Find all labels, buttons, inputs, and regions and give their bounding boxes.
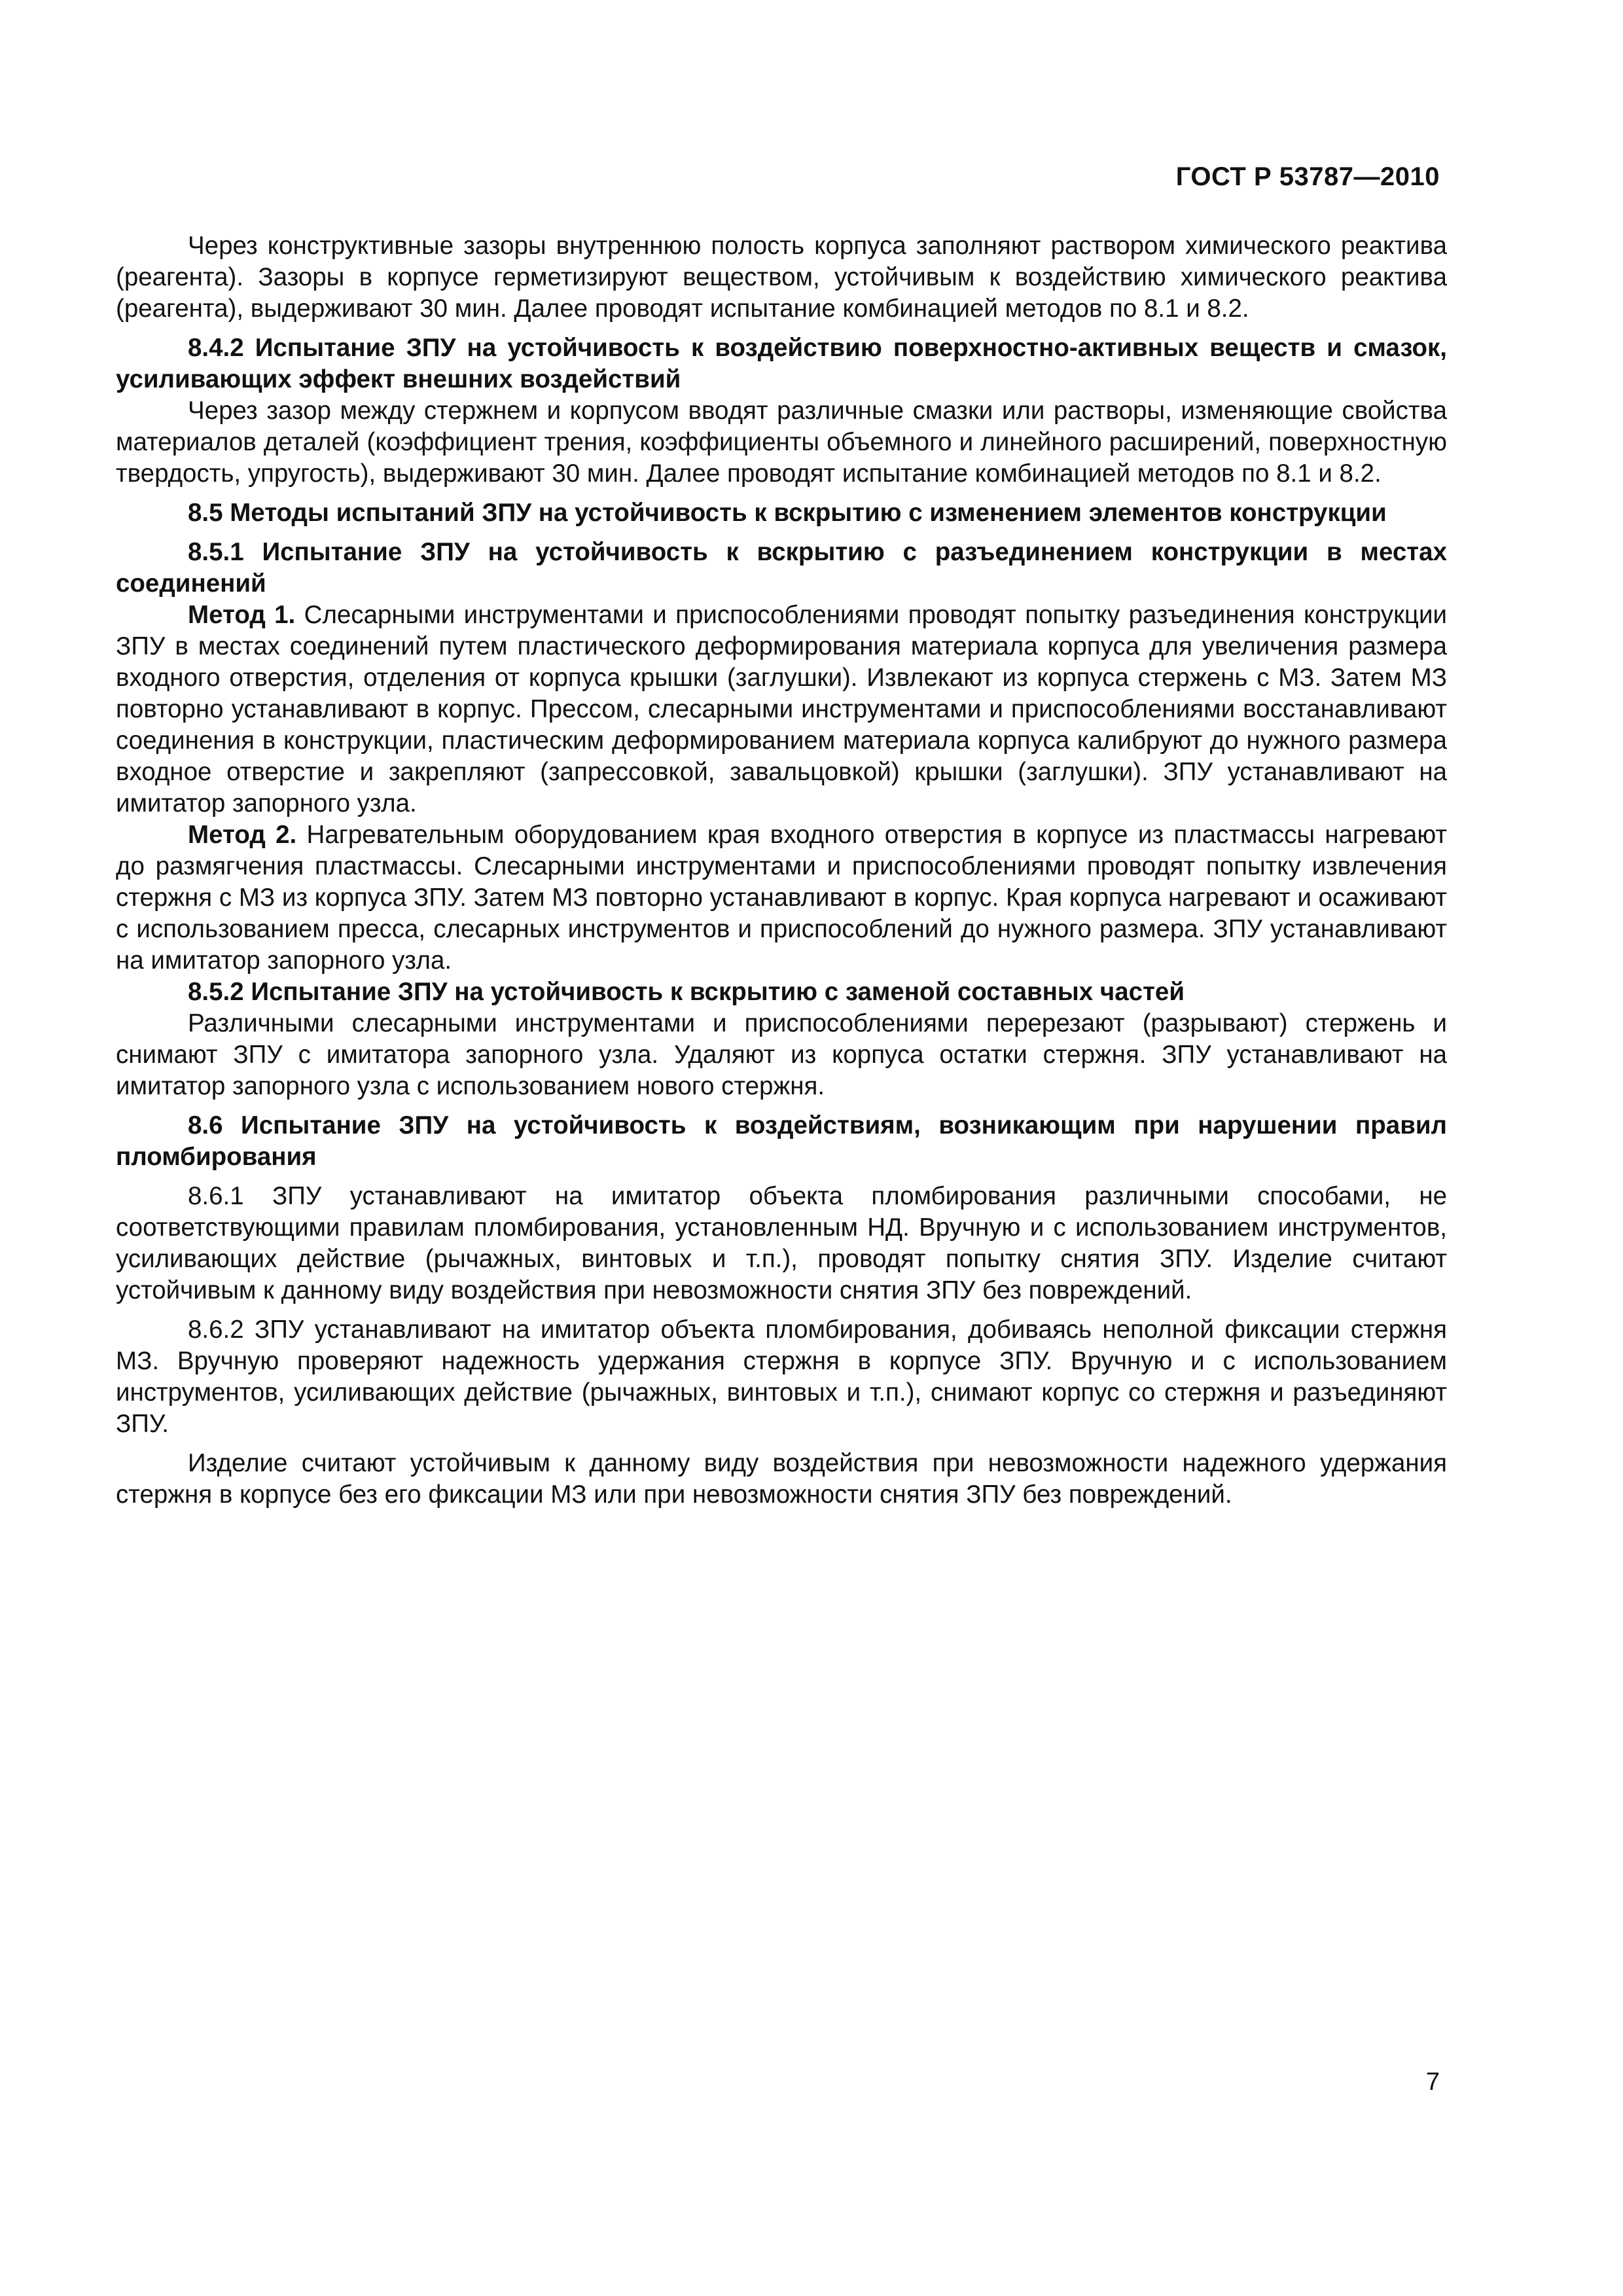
heading-8-5: 8.5 Методы испытаний ЗПУ на устойчивость к вскрытию с изменением элементов конструкции <box>188 499 1387 527</box>
document-body <box>116 230 1447 1511</box>
paragraph-8-6-2: 8.6.2 ЗПУ устанавливают на имитатор объекта пломбирования, добиваясь неполной фиксации стержня МЗ. Вручную проверяют надежность удержания стержня в корпусе ЗПУ. Вручную и с использованием инструментов, усиливающих действие (рычажных, винтовых и т.п.), снимают корпус со стержня и разъединяют ЗПУ. <box>116 1316 1447 1438</box>
paragraph-8-6-1: 8.6.1 ЗПУ устанавливают на имитатор объекта пломбирования различными способами, не соответствующими правилам пломбирования, установленным НД. Вручную и с использованием инструментов, усиливающих действие (рычажных, винтовых и т.п.), проводят попытку снятия ЗПУ. Изделие считают устойчивым к данному виду воздействия при невозможности снятия ЗПУ без повреждений. <box>116 1182 1447 1304</box>
heading-8-4-2: 8.4.2 Испытание ЗПУ на устойчивость к воздействию поверхностно-активных веществ и смазок, усиливающих эффект внешних воздействий <box>116 334 1447 393</box>
page-number: 7 <box>1425 2068 1440 2096</box>
paragraph-lubricants: Через зазор между стержнем и корпусом вводят различные смазки или растворы, изменяющие свойства материалов деталей (коэффициент трения, коэффициенты объемного и линейного расширений, поверхностную твердость, упругость), выдерживают 30 мин. Далее проводят испытание комбинацией методов по 8.1 и 8.2. <box>116 397 1447 488</box>
method-2-text: Нагревательным оборудованием края входного отверстия в корпусе из пластмассы нагревают до размягчения пластмассы. Слесарными инструментами и приспособлениями проводят попытку извлечения стержня с МЗ из корпуса ЗПУ. Затем МЗ повторно устанавливают в корпус. Края корпуса нагревают и осаживают с использованием пресса, слесарных инструментов и приспособлений до нужного размера. ЗПУ устанавливают на имитатор запорного узла. <box>116 821 1447 975</box>
paragraph-replacement: Различными слесарными инструментами и приспособлениями перерезают (разрывают) стержень и снимают ЗПУ с имитатора запорного узла. Удаляют из корпуса остатки стержня. ЗПУ устанавливают на имитатор запорного узла с использованием нового стержня. <box>116 1009 1447 1100</box>
paragraph-conclusion: Изделие считают устойчивым к данному виду воздействия при невозможности надежного удержания стержня в корпусе без его фиксации МЗ или при невозможности снятия ЗПУ без повреждений. <box>116 1449 1447 1509</box>
paragraph-method-1 <box>116 600 1447 819</box>
standard-designation: ГОСТ Р 53787—2010 <box>1175 162 1440 191</box>
heading-8-5-1: 8.5.1 Испытание ЗПУ на устойчивость к вскрытию с разъединением конструкции в местах соединений <box>116 538 1447 598</box>
heading-8-6: 8.6 Испытание ЗПУ на устойчивость к воздействиям, возникающим при нарушении правил пломбирования <box>116 1111 1447 1171</box>
document-header <box>1176 162 1440 192</box>
paragraph-reagent-filling: Через конструктивные зазоры внутреннюю полость корпуса заполняют раствором химического реактива (реагента). Зазоры в корпусе герметизируют веществом, устойчивым к воздействию химического реактива (реагента), выдерживают 30 мин. Далее проводят испытание комбинацией методов по 8.1 и 8.2. <box>116 232 1447 323</box>
method-1-text: Слесарными инструментами и приспособлениями проводят попытку разъединения конструкции ЗПУ в местах соединений путем пластического деформирования материала корпуса для увеличения размера входного отверстия, отделения от корпуса крышки (заглушки). Извлекают из корпуса стержень с МЗ. Затем МЗ повторно устанавливают в корпус. Прессом, слесарными инструментами и приспособлениями восстанавливают соединения в конструкции, пластическим деформированием материала корпуса калибруют до нужного размера входное отверстие и закрепляют (запрессовкой, завальцовкой) крышки (заглушки). ЗПУ устанавливают на имитатор запорного узла. <box>116 601 1447 817</box>
method-2-label: Метод 2. <box>188 821 297 849</box>
paragraph-method-2 <box>116 819 1447 977</box>
heading-8-5-2: 8.5.2 Испытание ЗПУ на устойчивость к вскрытию с заменой составных частей <box>188 978 1185 1006</box>
method-1-label: Метод 1. <box>188 601 296 629</box>
